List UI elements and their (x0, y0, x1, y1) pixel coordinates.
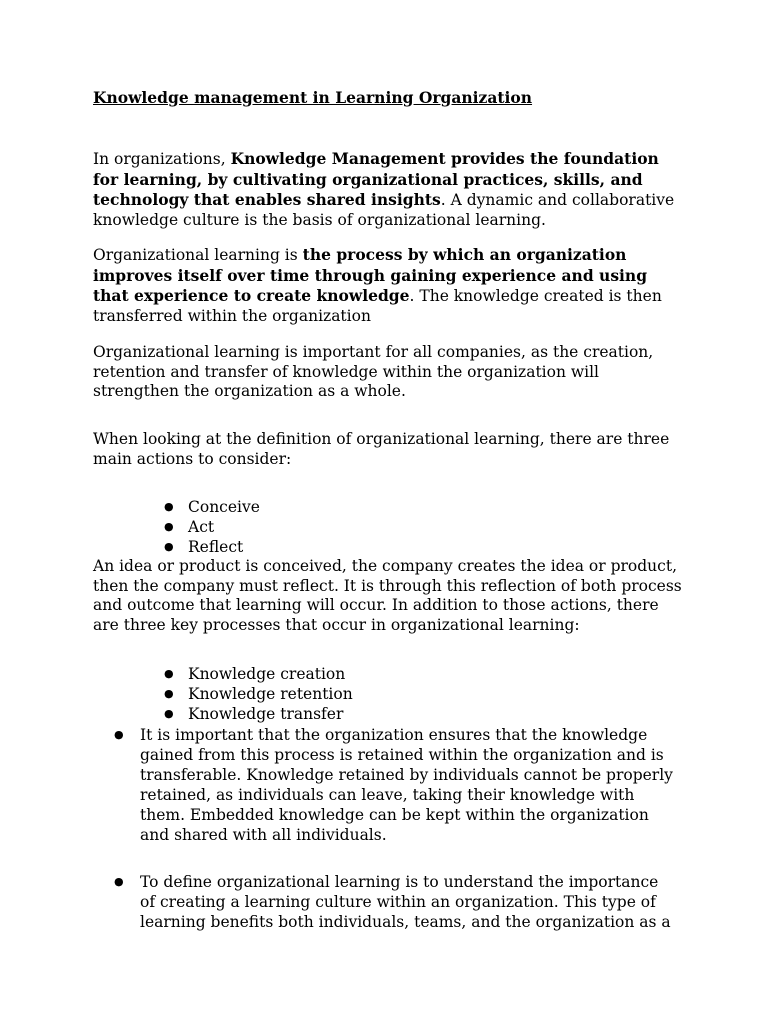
paragraph-text: An idea or product is conceived, the company creates the idea or product, then the company must reflect. It is through this reflection of both process and outcome that learning will occur. In addition to those actions, there are three key processes that occur in organizational learning: (93, 557, 682, 634)
paragraph-organizational-learning (93, 245, 683, 326)
paragraph-text: . A dynamic and collaborative knowledge culture is the basis of organizational learning. (93, 191, 675, 229)
bullet-icon: ● (164, 687, 174, 700)
bullet-icon: ● (114, 728, 124, 741)
list-item-label: Knowledge retention (188, 685, 353, 703)
bullet-icon: ● (164, 667, 174, 680)
list-item-label: Act (188, 518, 215, 536)
bullet-icon: ● (114, 875, 124, 888)
paragraph-text: Organizational learning is important for all companies, as the creation, retention and transfer of knowledge within the organization will strengthen the organization as a whole. (93, 343, 654, 400)
list-item (0, 517, 260, 537)
paragraph-bold-text: the process by which an organization improves itself over time through gaining experience and using that experience to create knowledge (93, 245, 648, 305)
actions-list (0, 497, 260, 557)
list-item-label: Knowledge transfer (188, 705, 344, 723)
paragraph-text: When looking at the definition of organizational learning, there are three main actions to consider: (93, 430, 670, 468)
list-item (0, 684, 353, 704)
list-item (0, 537, 260, 557)
paragraph-idea-conceived (93, 557, 683, 635)
paragraph-knowledge-management (93, 149, 683, 230)
list-item (0, 497, 260, 517)
paragraph-text: In organizations, (93, 150, 231, 168)
list-item (0, 664, 353, 684)
list-item (0, 704, 353, 724)
paragraph-importance (93, 343, 683, 402)
paragraph-definition (93, 430, 683, 469)
bullet-icon: ● (164, 500, 174, 513)
list-item-label: Knowledge creation (188, 665, 346, 683)
bullet-paragraph-text: It is important that the organization ensures that the knowledge gained from this process is retained within the organization and is transferable. Knowledge retained by individuals cannot be properly retained, as individuals can leave, taking their knowledge with them. Embedded knowledge can be kept within the organization and shared with all individuals. (140, 726, 673, 844)
bullet-paragraph-text: To define organizational learning is to understand the importance of creating a learning culture within an organization. This type of learning benefits both individuals, teams, and the organization as a (140, 873, 671, 931)
paragraph-text: . The knowledge created is then transferred within the organization (93, 287, 662, 325)
bullet-icon: ● (164, 520, 174, 533)
paragraph-text: Organizational learning is (93, 246, 303, 264)
paragraph-bold-text: Knowledge Management provides the foundation for learning, by cultivating organizational practices, skills, and technology that enables shared insights (93, 149, 659, 209)
bullet-icon: ● (164, 707, 174, 720)
bullet-icon: ● (164, 540, 174, 553)
list-item-label: Reflect (188, 538, 244, 556)
document-title: Knowledge management in Learning Organization (93, 88, 533, 107)
processes-list (0, 664, 353, 724)
list-item-label: Conceive (188, 498, 260, 516)
